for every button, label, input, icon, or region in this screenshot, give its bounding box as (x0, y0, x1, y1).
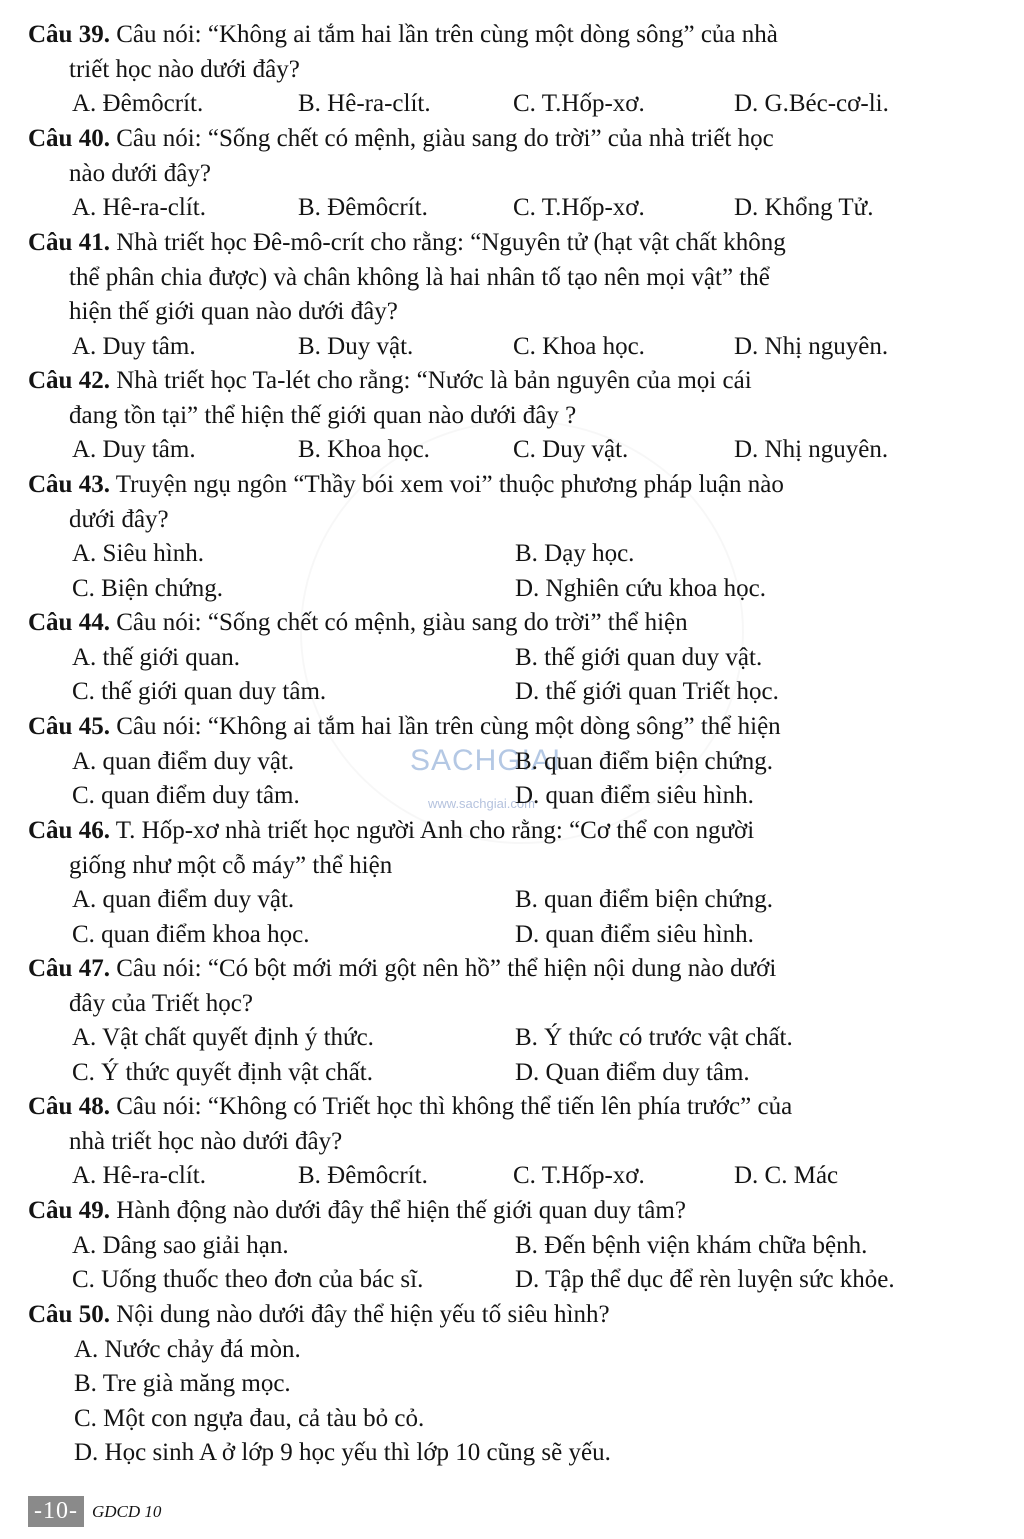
question-stem: Câu 45. Câu nói: “Không ai tắm hai lần trên cùng một dòng sông” thể hiện (28, 713, 781, 740)
answer-option: C. quan điểm duy tâm. (72, 782, 300, 809)
answer-option: D. C. Mác (734, 1162, 839, 1189)
answer-option: D. Nhị nguyên. (734, 436, 889, 463)
answer-option: B. Dạy học. (515, 540, 635, 567)
answer-option: C. thế giới quan duy tâm. (72, 678, 327, 705)
answer-option: C. Một con ngựa đau, cả tàu bỏ cỏ. (74, 1404, 425, 1432)
question-stem: Câu 40. Câu nói: “Sống chết có mệnh, giàu sang do trời” của nhà triết học (28, 125, 774, 152)
question-number: Câu 45. (28, 713, 110, 740)
answer-option: A. quan điểm duy vật. (72, 886, 295, 913)
answer-option: B. Hê-ra-clít. (298, 90, 431, 117)
answer-option: A. Siêu hình. (72, 540, 204, 567)
page-footer (28, 1496, 161, 1527)
question-stem-continued: nhà triết học nào dưới đây? (69, 1127, 343, 1155)
answer-option: D. quan điểm siêu hình. (515, 920, 754, 948)
options-row (28, 1021, 963, 1056)
page-number: -10- (28, 1496, 84, 1527)
question-number: Câu 42. (28, 367, 110, 394)
question-stem: Câu 39. Câu nói: “Không ai tắm hai lần trên cùng một dòng sông” của nhà (28, 21, 778, 48)
question-stem-continued: đang tồn tại” thể hiện thế giới quan nào dưới đây ? (69, 401, 577, 429)
answer-option: A. Vật chất quyết định ý thức. (72, 1024, 374, 1051)
question-stem: Câu 47. Câu nói: “Có bột mới mới gột nên hồ” thể hiện nội dung nào dưới (28, 955, 777, 982)
question (28, 226, 963, 364)
question (28, 814, 963, 952)
question (28, 364, 963, 468)
answer-option: D. Nhị nguyên. (734, 332, 889, 360)
answer-option: B. thế giới quan duy vật. (515, 643, 763, 671)
question-stem: Câu 50. Nội dung nào dưới đây thể hiện yếu tố siêu hình? (28, 1301, 610, 1328)
question-stem: Câu 48. Câu nói: “Không có Triết học thì không thể tiến lên phía trước” của (28, 1093, 793, 1120)
answer-option: B. Duy vật. (298, 332, 414, 360)
question (28, 606, 963, 710)
answer-option: A. Hê-ra-clít. (72, 1162, 206, 1189)
answer-option: C. quan điểm khoa học. (72, 920, 310, 948)
question-number: Câu 41. (28, 229, 110, 256)
question-number: Câu 47. (28, 955, 110, 982)
question-number: Câu 39. (28, 21, 110, 48)
question-stem: Câu 43. Truyện ngụ ngôn “Thầy bói xem voi” thuộc phương pháp luận nào (28, 471, 784, 498)
question-stem-continued: nào dưới đây? (69, 159, 212, 187)
question-number: Câu 46. (28, 817, 110, 844)
options-row (28, 779, 963, 814)
question-number: Câu 40. (28, 125, 110, 152)
answer-option: B. Khoa học. (298, 436, 430, 463)
question-stem: Câu 46. T. Hốp-xơ nhà triết học người Anh cho rằng: “Cơ thể con người (28, 817, 755, 844)
answer-option: B. quan điểm biện chứng. (515, 886, 773, 913)
answer-option: C. T.Hốp-xơ. (513, 1162, 645, 1189)
answer-option: C. T.Hốp-xơ. (513, 194, 645, 221)
options-row (28, 1056, 963, 1091)
answer-option: C. Ý thức quyết định vật chất. (72, 1058, 373, 1086)
subject-label: GDCD 10 (91, 1501, 162, 1521)
options-row (28, 641, 963, 676)
answer-option: A. thế giới quan. (72, 643, 241, 671)
options-row (28, 537, 963, 572)
question-stem: Câu 42. Nhà triết học Ta-lét cho rằng: “Nước là bản nguyên của mọi cái (28, 367, 752, 394)
answer-option: C. T.Hốp-xơ. (513, 90, 645, 117)
options-row (28, 1436, 963, 1471)
question-stem-continued: triết học nào dưới đây? (69, 55, 300, 83)
question (28, 122, 963, 226)
options-row (28, 87, 963, 122)
question-number: Câu 48. (28, 1093, 110, 1120)
answer-option: B. quan điểm biện chứng. (515, 747, 773, 775)
answer-option: D. Khổng Tử. (734, 194, 874, 221)
options-row (28, 433, 963, 468)
question-number: Câu 49. (28, 1197, 110, 1224)
answer-option: D. thế giới quan Triết học. (515, 678, 779, 705)
answer-option: D. Nghiên cứu khoa học. (515, 574, 766, 602)
options-row (28, 1263, 963, 1298)
answer-option: A. Nước chảy đá mòn. (74, 1335, 301, 1363)
question-stem: Câu 41. Nhà triết học Đê-mô-crít cho rằng: “Nguyên tử (hạt vật chất không (28, 229, 786, 256)
question-stem-continued: dưới đây? (69, 505, 169, 533)
question (28, 1194, 963, 1298)
answer-option: A. Hê-ra-clít. (72, 194, 206, 221)
answer-option: D. Tập thể dục để rèn luyện sức khỏe. (515, 1266, 895, 1293)
options-row (28, 1333, 963, 1368)
question-stem: Câu 44. Câu nói: “Sống chết có mệnh, giàu sang do trời” thể hiện (28, 609, 688, 636)
answer-option: B. Đêmôcrít. (298, 1162, 428, 1189)
question-stem: Câu 49. Hành động nào dưới đây thể hiện thế giới quan duy tâm? (28, 1197, 686, 1224)
options-row (28, 191, 963, 226)
question (28, 710, 963, 814)
options-row (28, 918, 963, 953)
watermark-url: www.sachgiai.com (428, 796, 535, 811)
question (28, 468, 963, 606)
watermark-logo: SACHGIAI (410, 744, 562, 777)
answer-option: D. Học sinh A ở lớp 9 học yếu thì lớp 10 cũng sẽ yếu. (74, 1439, 611, 1466)
options-row (28, 675, 963, 710)
question (28, 1090, 963, 1194)
options-row (28, 1229, 963, 1264)
answer-option: D. G.Béc-cơ-li. (734, 90, 889, 117)
answer-option: A. Duy tâm. (72, 332, 196, 360)
answer-option: B. Ý thức có trước vật chất. (515, 1024, 793, 1051)
answer-option: A. quan điểm duy vật. (72, 747, 295, 775)
options-row (28, 572, 963, 607)
answer-option: A. Dâng sao giải hạn. (72, 1231, 289, 1259)
answer-option: C. Khoa học. (513, 332, 645, 360)
question (28, 952, 963, 1090)
answer-option: C. Uống thuốc theo đơn của bác sĩ. (72, 1266, 424, 1293)
question-number: Câu 44. (28, 609, 110, 636)
question (28, 18, 963, 122)
options-row (28, 1367, 963, 1402)
question-number: Câu 50. (28, 1301, 110, 1328)
question-stem-continued: giống như một cỗ máy” thể hiện (69, 851, 393, 879)
options-row (28, 745, 963, 780)
question (28, 1298, 963, 1471)
question-stem-continued: đây của Triết học? (69, 989, 253, 1017)
answer-option: C. Duy vật. (513, 436, 629, 463)
answer-option: C. Biện chứng. (72, 574, 224, 602)
options-row (28, 330, 963, 365)
question-number: Câu 43. (28, 471, 110, 498)
options-row (28, 1402, 963, 1437)
answer-option: B. Đêmôcrít. (298, 194, 428, 221)
answer-option: D. Quan điểm duy tâm. (515, 1058, 750, 1086)
answer-option: A. Đêmôcrít. (72, 90, 204, 117)
options-row (28, 883, 963, 918)
answer-option: B. Đến bệnh viện khám chữa bệnh. (515, 1231, 868, 1259)
answer-option: B. Tre già măng mọc. (74, 1370, 291, 1397)
question-stem-continued: hiện thế giới quan nào dưới đây? (69, 298, 398, 325)
options-row (28, 1159, 963, 1194)
answer-option: D. quan điểm siêu hình. (515, 782, 754, 809)
answer-option: A. Duy tâm. (72, 436, 196, 463)
question-stem-continued: thể phân chia được) và chân không là hai nhân tố tạo nên mọi vật” thể (69, 263, 770, 291)
